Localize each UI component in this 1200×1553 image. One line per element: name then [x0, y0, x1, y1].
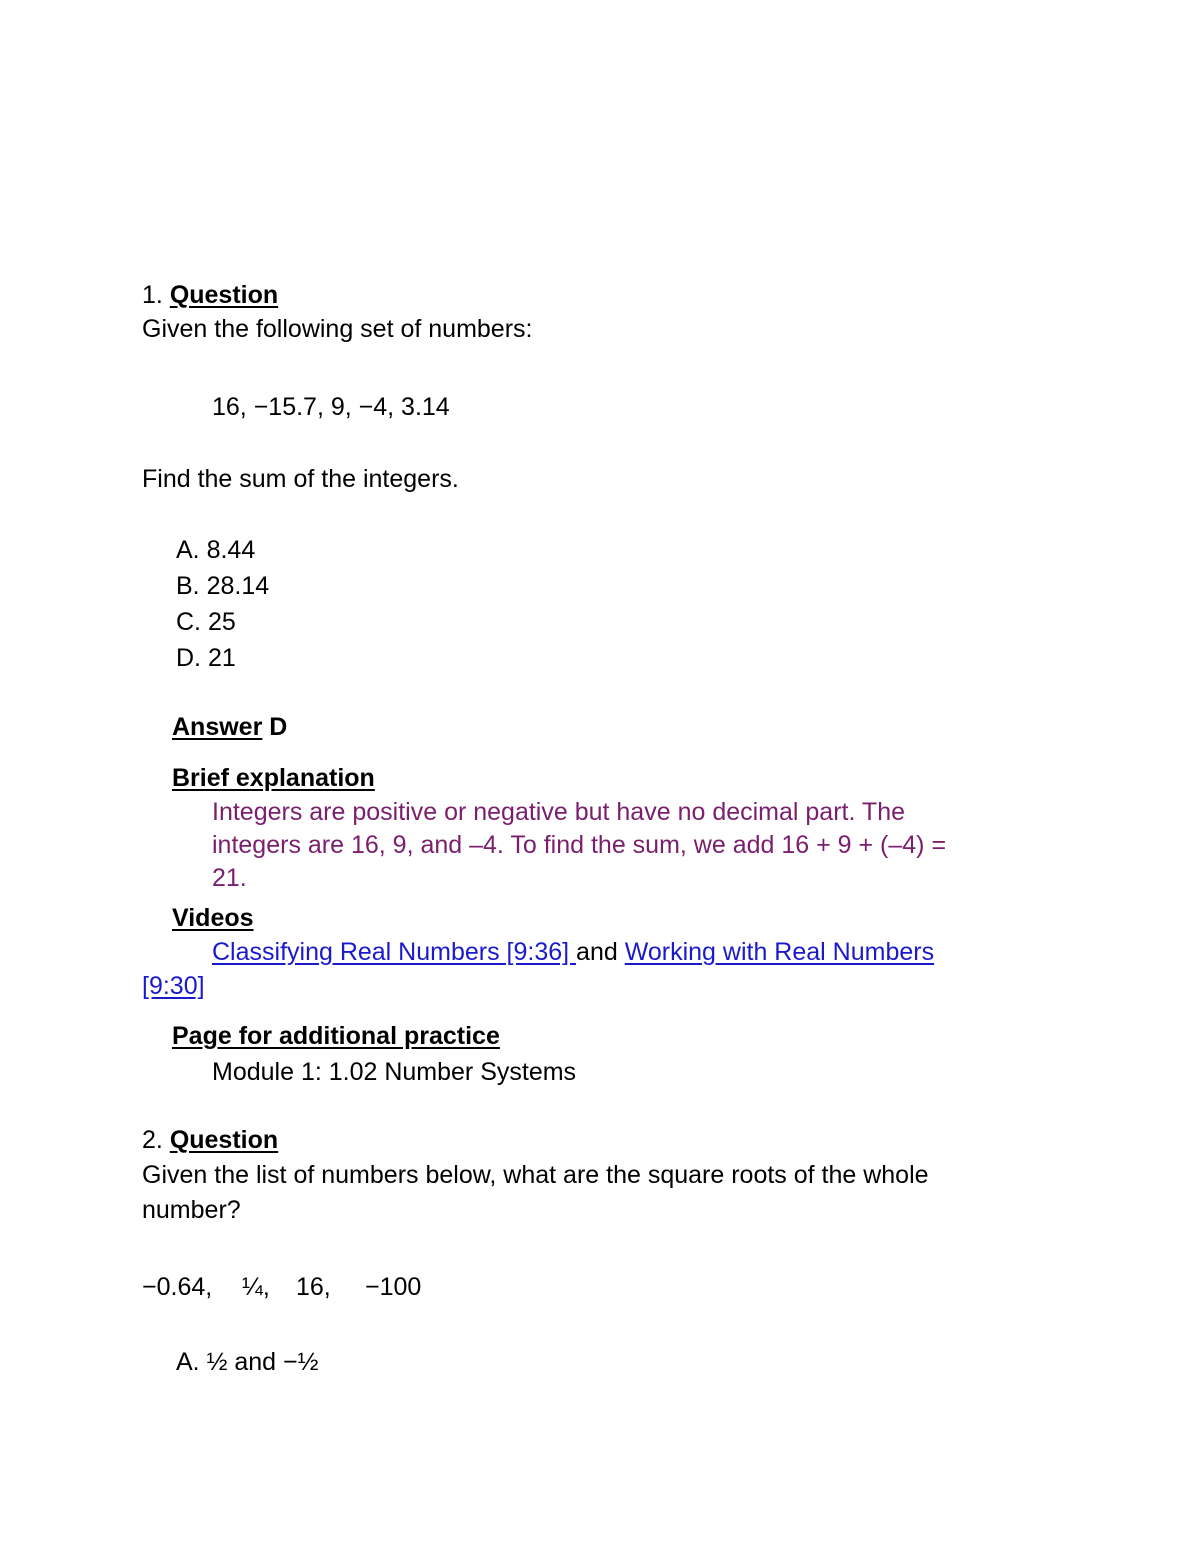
- explanation-line-1: Integers are positive or negative but have no decimal part. The: [212, 798, 906, 826]
- q2-heading: Question: [169, 1126, 279, 1154]
- answer-label: Answer: [172, 713, 263, 741]
- video-link-working-duration[interactable]: [9:30]: [142, 972, 205, 1000]
- videos-line-1: [212, 937, 934, 967]
- q2-number-0: −0.64,: [142, 1273, 213, 1301]
- q1-task: Find the sum of the integers.: [142, 465, 459, 493]
- explanation-line-3: 21.: [212, 864, 247, 892]
- videos-line-2: [142, 971, 205, 1001]
- explanation-label: Brief explanation: [172, 764, 375, 792]
- option-letter: A.: [176, 536, 200, 564]
- video-link-classifying[interactable]: Classifying Real Numbers [9:36]: [212, 938, 577, 966]
- q2-prompt-line-2: number?: [142, 1196, 241, 1224]
- q1-prompt: Given the following set of numbers:: [142, 315, 533, 343]
- option-text: 25: [207, 608, 236, 636]
- q1-option-c: [176, 607, 236, 637]
- option-letter: C.: [176, 608, 201, 636]
- option-letter: B.: [176, 572, 200, 600]
- q1-option-d: [176, 643, 236, 673]
- q1-number-set: 16, −15.7, 9, −4, 3.14: [212, 393, 450, 421]
- q2-number-3: −100: [365, 1273, 422, 1301]
- practice-label: Page for additional practice: [172, 1022, 500, 1050]
- q1-heading: Question: [169, 281, 279, 309]
- q2-title: [142, 1125, 278, 1155]
- practice-text: Module 1: 1.02 Number Systems: [212, 1058, 577, 1086]
- q1-number: 1.: [142, 281, 163, 309]
- videos-label: Videos: [172, 904, 254, 932]
- q1-option-a: [176, 535, 255, 565]
- videos-and: and: [576, 938, 618, 966]
- q2-number: 2.: [142, 1126, 163, 1154]
- q1-title: [142, 280, 278, 310]
- q2-option-a: [176, 1347, 318, 1377]
- video-link-working[interactable]: Working with Real Numbers: [624, 938, 935, 966]
- option-text: 21: [207, 644, 236, 672]
- q2-number-2: 16,: [296, 1273, 331, 1301]
- q1-option-b: [176, 571, 269, 601]
- q1-answer: [172, 712, 287, 742]
- option-letter: A.: [176, 1348, 200, 1376]
- option-letter: D.: [176, 644, 201, 672]
- option-text: ½ and −½: [206, 1348, 319, 1376]
- explanation-line-2: integers are 16, 9, and –4. To find the sum, we add 16 + 9 + (–4) =: [212, 831, 947, 859]
- option-text: 28.14: [206, 572, 270, 600]
- q2-number-1: ¼,: [242, 1273, 270, 1301]
- option-text: 8.44: [206, 536, 256, 564]
- q2-prompt-line-1: Given the list of numbers below, what are the square roots of the whole: [142, 1161, 929, 1189]
- answer-value: D: [269, 713, 288, 741]
